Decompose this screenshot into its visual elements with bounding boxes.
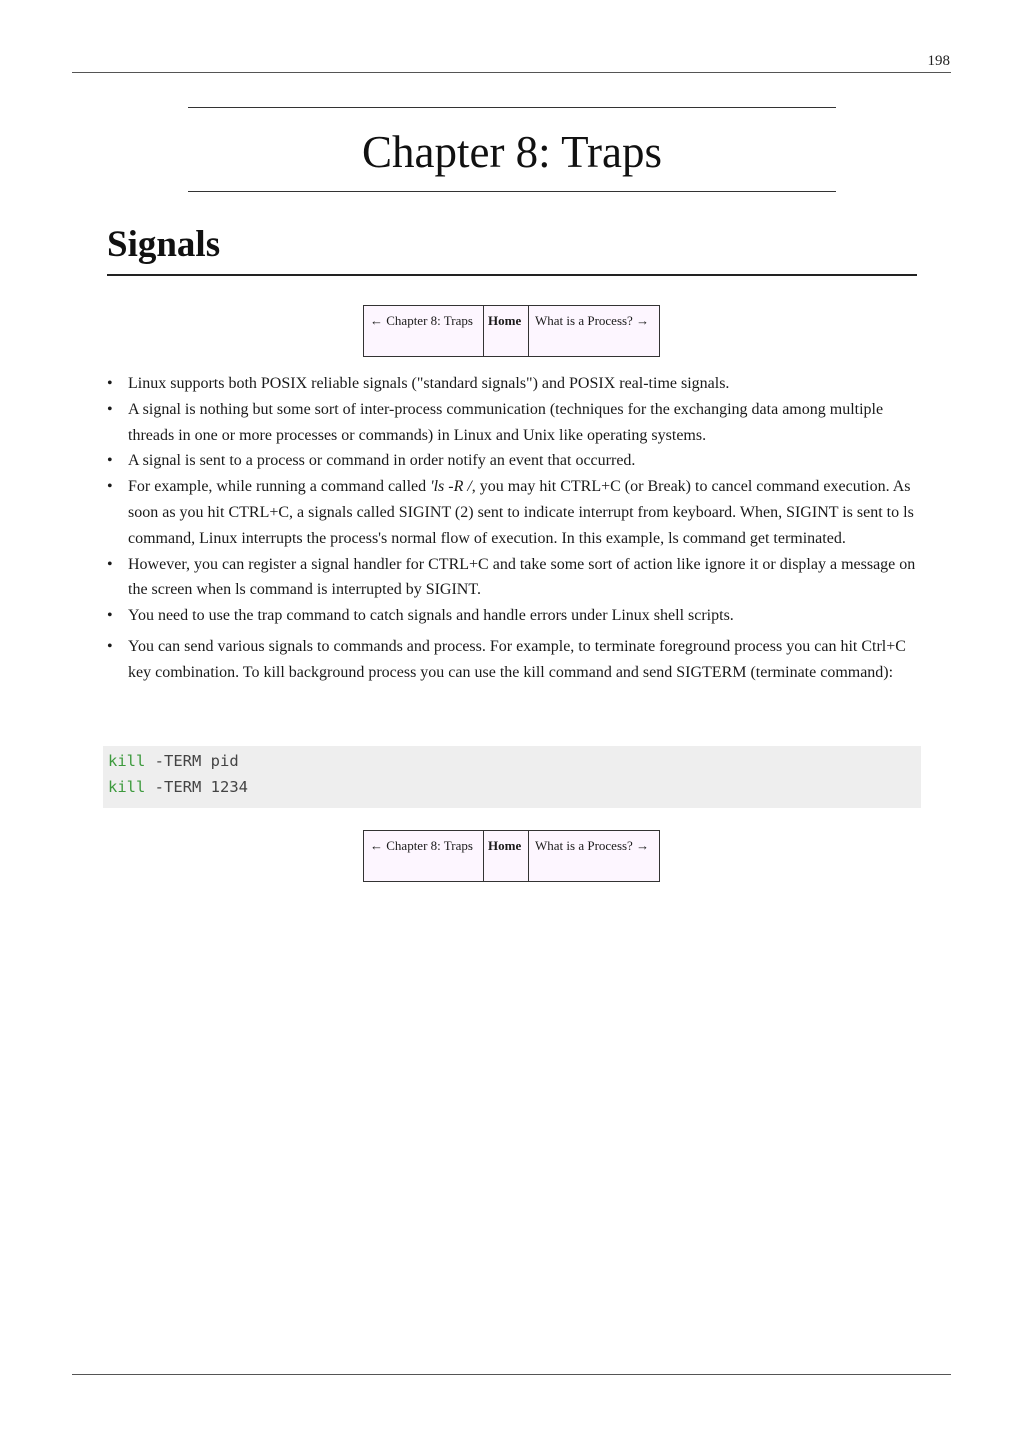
code-line xyxy=(108,748,921,774)
list-item-text: For example, while running a command called xyxy=(128,478,431,496)
header-rule xyxy=(72,72,951,73)
code-keyword: kill xyxy=(108,752,146,770)
nav-home-link[interactable]: Home xyxy=(484,306,529,356)
section-title: Signals xyxy=(107,224,221,265)
nav-home-link[interactable]: Home xyxy=(484,831,529,881)
list-item: • You need to use the trap command to catch signals and handle errors under Linux shell scripts. xyxy=(107,603,919,629)
section-rule xyxy=(107,274,917,276)
code-args: -TERM pid xyxy=(145,752,239,770)
list-item xyxy=(107,474,919,551)
list-item: • However, you can register a signal handler for CTRL+C and take some sort of action like ignore it or display a message on the screen when ls command is interrupted by SIGINT. xyxy=(107,552,919,604)
list-item: • You can send various signals to commands and process. For example, to terminate foreground process you can hit Ctrl+C key combination. To kill background process you can use the kill command and send SIGTERM (terminate command): xyxy=(107,634,919,686)
nav-prev-link[interactable]: ← Chapter 8: Traps xyxy=(364,306,484,356)
nav-prev-link[interactable]: ← Chapter 8: Traps xyxy=(364,831,484,881)
nav-next-link[interactable]: What is a Process? → xyxy=(535,838,650,853)
chapter-rule-bottom xyxy=(188,191,836,192)
list-item-text: , you may hit CTRL+C (or Break) to cancel command execution. As soon as you hit CTRL+C, a signals called SIGINT (2) sent to indicate interrupt from keyboard. When, SIGINT is sent to ls command, Linux interrupts the process's normal flow of execution. In this example, ls command get terminated. xyxy=(128,478,914,547)
chapter-title: Chapter 8: Traps xyxy=(361,127,662,177)
list-item: • A signal is nothing but some sort of inter-process communication (techniques for the exchanging data among multiple threads in one or more processes or commands) in Linux and Unix like operating systems. xyxy=(107,397,919,449)
nav-box-top xyxy=(363,305,660,357)
bullet-list xyxy=(107,371,919,686)
code-keyword: kill xyxy=(108,778,146,796)
code-args: -TERM 1234 xyxy=(145,778,248,796)
page-number: 198 xyxy=(927,53,950,69)
list-item: • A signal is sent to a process or command in order notify an event that occurred. xyxy=(107,448,919,474)
command-emphasis: 'ls -R / xyxy=(430,478,472,496)
nav-box-bottom xyxy=(363,830,660,882)
list-item: • Linux supports both POSIX reliable signals ("standard signals") and POSIX real-time signals. xyxy=(107,371,919,397)
nav-next-link[interactable]: What is a Process? → xyxy=(535,313,650,328)
footer-rule xyxy=(72,1374,951,1375)
chapter-rule-top xyxy=(188,107,836,108)
code-line xyxy=(108,774,921,800)
code-block xyxy=(103,746,921,808)
